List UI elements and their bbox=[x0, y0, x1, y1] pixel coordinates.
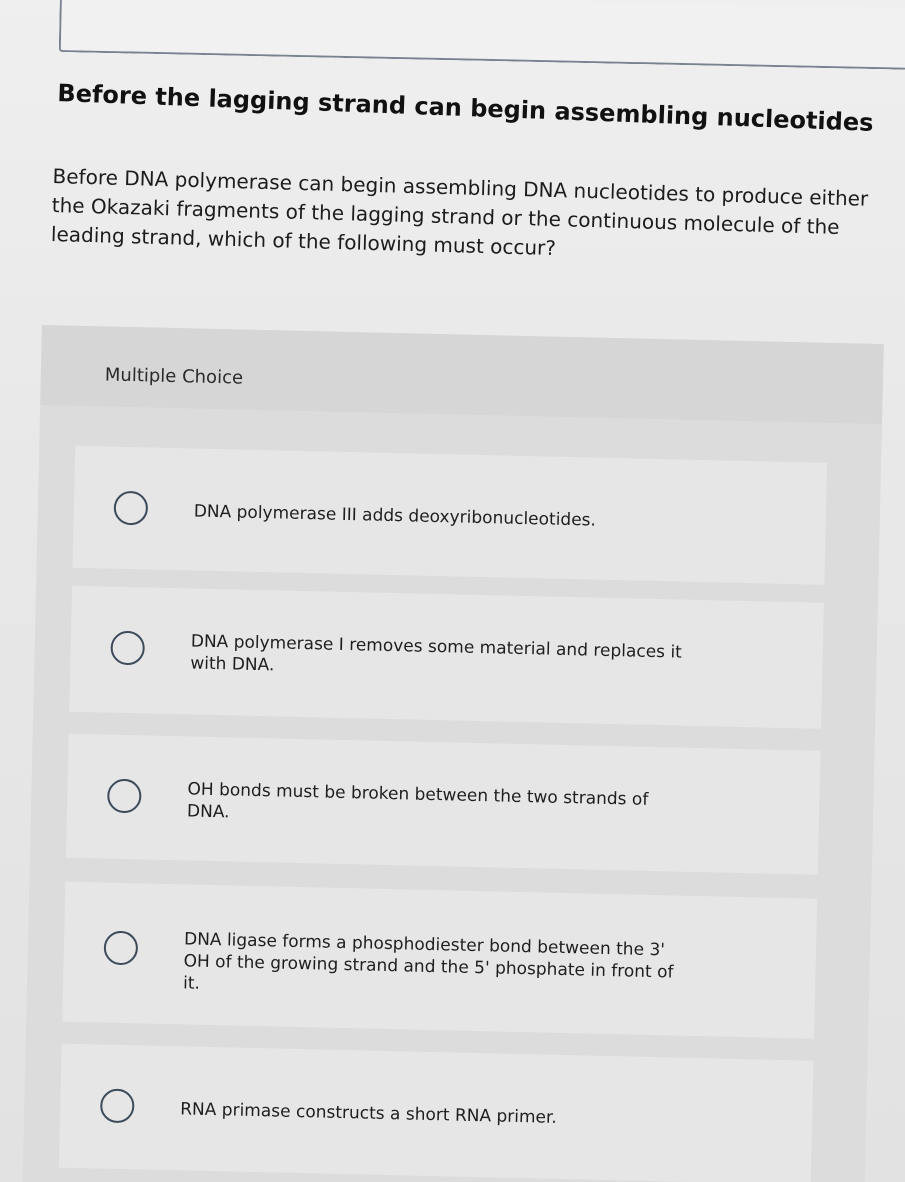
multiple-choice-panel bbox=[22, 325, 884, 1182]
previous-answer-box bbox=[59, 0, 905, 70]
option-1-label: DNA polymerase III adds deoxyribonucleotides. bbox=[193, 501, 597, 531]
option-2-label: DNA polymerase I removes some material and replaces it with DNA. bbox=[190, 631, 683, 676]
option-3[interactable] bbox=[66, 734, 821, 875]
option-5-label: RNA primase constructs a short RNA primer. bbox=[180, 1099, 558, 1128]
option-2[interactable] bbox=[69, 586, 824, 729]
option-4-label: DNA ligase forms a phosphodiester bond between the 3' OH of the growing strand and the 5' phosphate in front of it. bbox=[182, 929, 674, 994]
option-4[interactable] bbox=[62, 882, 817, 1039]
option-1[interactable] bbox=[73, 446, 828, 585]
multiple-choice-header bbox=[40, 325, 884, 424]
radio-button-icon[interactable] bbox=[100, 1089, 135, 1124]
question-title: Before the lagging strand can begin assembling nucleotides bbox=[56, 78, 874, 137]
radio-button-icon[interactable] bbox=[113, 491, 148, 526]
radio-button-icon[interactable] bbox=[110, 631, 145, 666]
radio-button-icon[interactable] bbox=[107, 779, 142, 814]
question-text: Before DNA polymerase can begin assembling DNA nucleotides to produce either the Okazaki fragments of the lagging strand or the continuous molecule of the leading strand, which of the following must occur? bbox=[50, 163, 869, 261]
option-3-label: OH bonds must be broken between the two strands of DNA. bbox=[186, 779, 649, 823]
radio-button-icon[interactable] bbox=[104, 931, 139, 966]
option-5[interactable] bbox=[59, 1044, 814, 1182]
multiple-choice-label: Multiple Choice bbox=[104, 364, 244, 389]
